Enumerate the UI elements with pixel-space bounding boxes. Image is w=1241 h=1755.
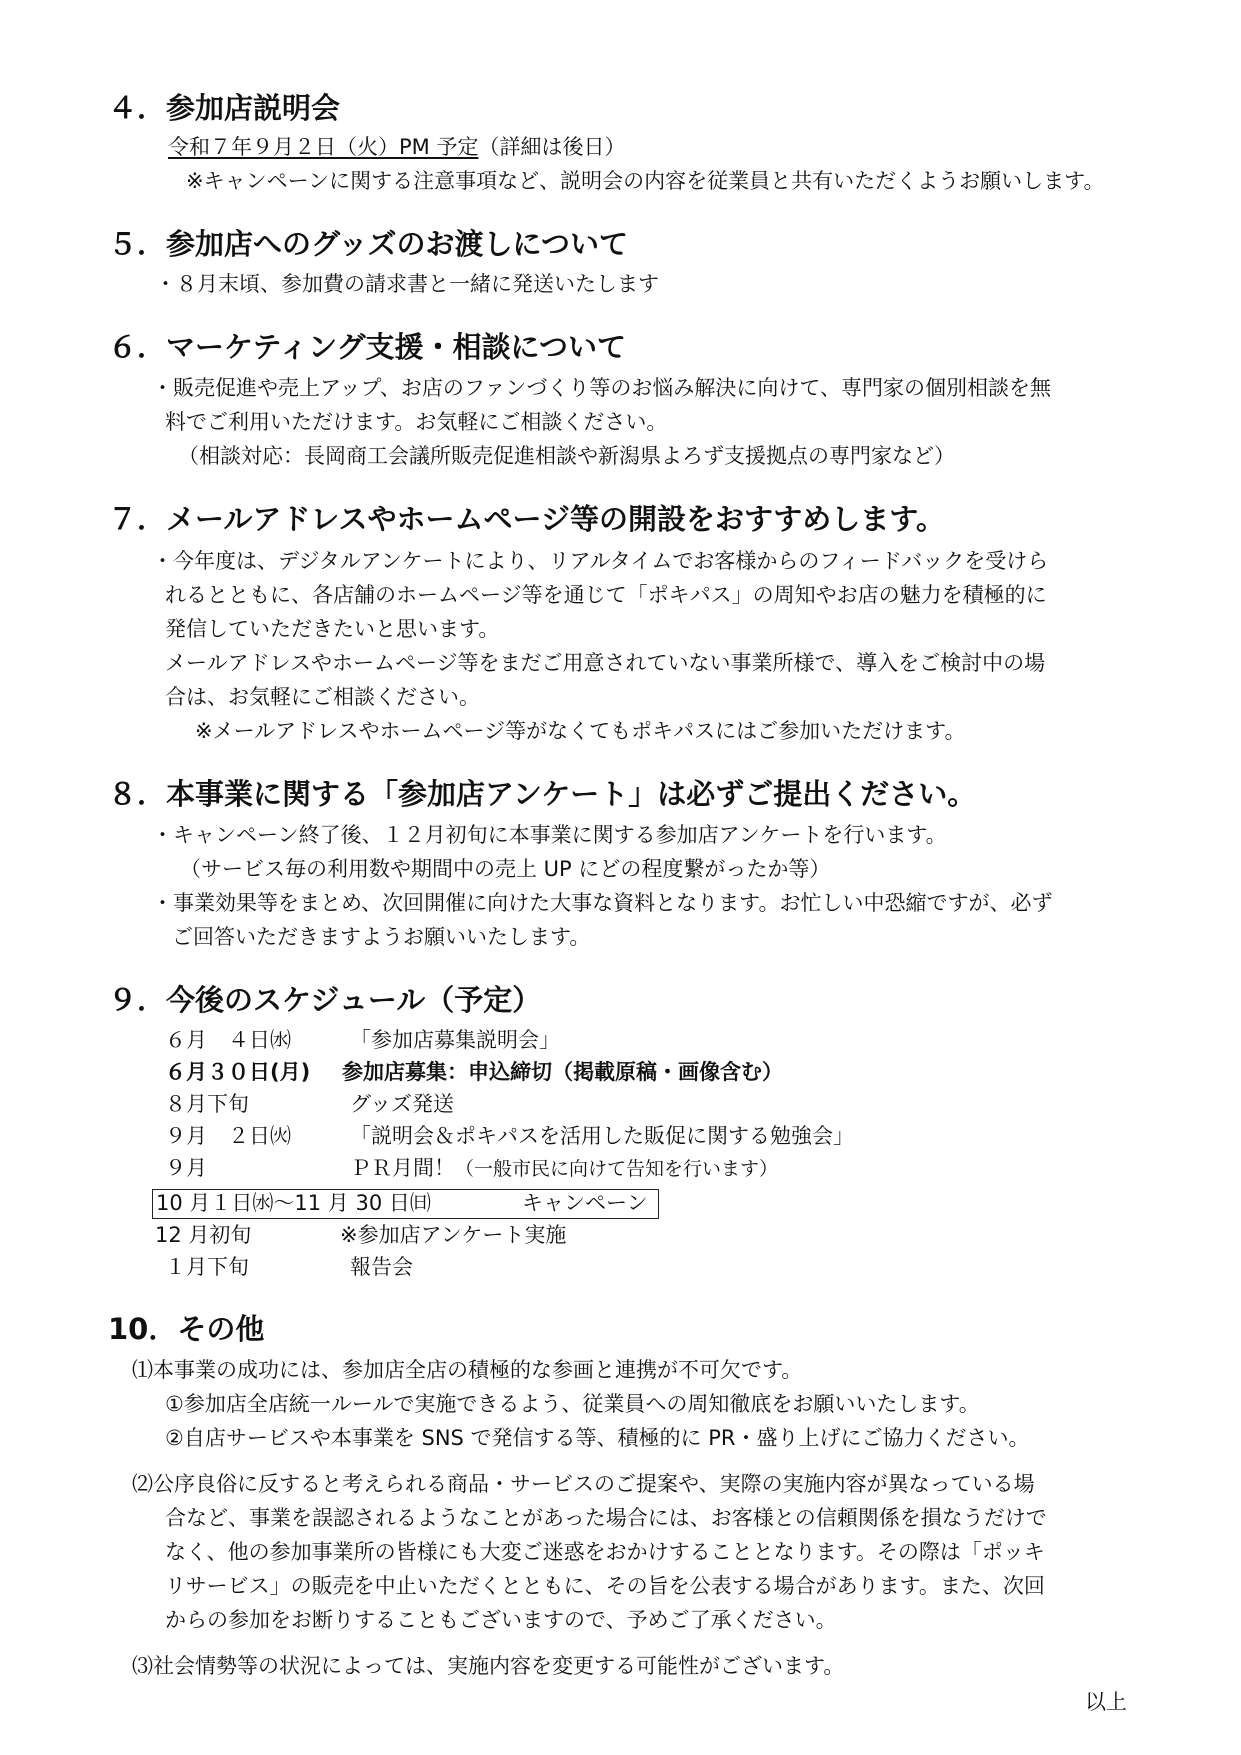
section-7-line-6: ※メールアドレスやホームページ等がなくてもポキパスにはご参加いただけます。 bbox=[195, 719, 966, 743]
section-10-item-2-line-4: リサービス」の販売を中止いただくとともに、その旨を公表する場合があります。また、次回 bbox=[165, 1574, 1045, 1598]
schedule-event: グッズ発送 bbox=[350, 1092, 454, 1116]
section-7-line-2: れるとともに、各店舗のホームページ等を通じて「ポキパス」の周知やお店の魅力を積極的に bbox=[165, 583, 1047, 607]
schedule-date: ６月 ４日㈬ bbox=[165, 1028, 291, 1052]
schedule-event: キャンペーン bbox=[522, 1191, 648, 1215]
section-9-title: ９．今後のスケジュール（予定） bbox=[108, 983, 542, 1017]
section-6-title: ６．マーケティング支援・相談について bbox=[108, 330, 626, 364]
schedule-date: 12 月初旬 bbox=[155, 1223, 252, 1247]
section-10-item-2-line-5: からの参加をお断りすることもございますので、予めご了承ください。 bbox=[165, 1608, 837, 1632]
section-4-date: 令和７年９月２日（火）PM 予定 bbox=[168, 135, 479, 159]
section-10-item-1b: ②自店サービスや本事業を SNS で発信する等、積極的に PR・盛り上げにご協力ください。 bbox=[165, 1426, 1030, 1450]
section-7-title: ７．メールアドレスやホームページ等の開設をおすすめします。 bbox=[108, 502, 945, 536]
schedule-event-note: （一般市民に向けて告知を行います） bbox=[455, 1158, 779, 1180]
schedule-event bbox=[350, 1158, 778, 1179]
schedule-date: １月下旬 bbox=[165, 1255, 249, 1279]
section-7-line-3: 発信していただきたいと思います。 bbox=[165, 617, 500, 641]
section-4-title: ４．参加店説明会 bbox=[108, 91, 341, 125]
section-8-line-4: ご回答いただきますようお願いいたします。 bbox=[172, 925, 591, 949]
section-4-date-note: （詳細は後日） bbox=[478, 135, 626, 159]
schedule-event: 「説明会＆ポキパスを活用した販促に関する勉強会」 bbox=[350, 1124, 854, 1148]
schedule-event: 参加店募集：申込締切（掲載原稿・画像含む） bbox=[342, 1060, 783, 1084]
section-6-line-1: ・販売促進や売上アップ、お店のファンづくり等のお悩み解決に向けて、専門家の個別相談を無 bbox=[152, 376, 1052, 400]
section-5-title: ５．参加店へのグッズのお渡しについて bbox=[108, 227, 628, 261]
schedule-date: ８月下旬 bbox=[165, 1092, 249, 1116]
section-10-item-2-line-3: なく、他の参加事業所の皆様にも大変ご迷惑をおかけすることとなります。その際は「ポッキ bbox=[165, 1540, 1045, 1564]
section-4-date-line bbox=[168, 137, 625, 158]
section-10-item-1a: ①参加店全店統一ルールで実施できるよう、従業員への周知徹底をお願いいたします。 bbox=[165, 1392, 980, 1416]
section-8-line-1: ・キャンペーン終了後、１２月初旬に本事業に関する参加店アンケートを行います。 bbox=[152, 823, 947, 847]
section-10-title: 10．その他 bbox=[108, 1312, 265, 1346]
section-10-item-2-line-2: 合など、事業を誤認されるようなことがあった場合には、お客様との信頼関係を損なうだけで bbox=[165, 1506, 1047, 1530]
section-10-item-1: ⑴本事業の成功には、参加店全店の積極的な参画と連携が不可欠です。 bbox=[132, 1358, 803, 1382]
section-6-line-3: （相談対応：長岡商工会議所販売促進相談や新潟県よろず支援拠点の専門家など） bbox=[178, 444, 955, 468]
section-8-title: ８．本事業に関する「参加店アンケート」は必ずご提出ください。 bbox=[108, 777, 977, 811]
schedule-event: ※参加店アンケート実施 bbox=[340, 1223, 567, 1247]
section-4-note: ※キャンペーンに関する注意事項など、説明会の内容を従業員と共有いただくようお願いします。 bbox=[186, 169, 1105, 193]
schedule-date: ６月３０日(月) bbox=[165, 1060, 311, 1084]
schedule-event: 報告会 bbox=[350, 1255, 413, 1279]
closing-text: 以上 bbox=[1085, 1690, 1127, 1714]
schedule-event-main: ＰＲ月間！ bbox=[350, 1156, 455, 1180]
section-7-line-1: ・今年度は、デジタルアンケートにより、リアルタイムでお客様からのフィードバックを受けら bbox=[152, 549, 1049, 573]
schedule-date: ９月 ２日㈫ bbox=[165, 1124, 291, 1148]
schedule-date: 10 月１日㈬～11 月 30 日㈰ bbox=[156, 1191, 431, 1215]
section-5-item: ・８月末頃、参加費の請求書と一緒に発送いたします bbox=[155, 272, 659, 296]
section-6-line-2: 料でご利用いただけます。お気軽にご相談ください。 bbox=[165, 410, 668, 434]
section-8-line-2: （サービス毎の利用数や期間中の売上 UP にどの程度繋がったか等） bbox=[180, 857, 831, 881]
schedule-date: ９月 bbox=[165, 1156, 207, 1180]
section-7-line-4: メールアドレスやホームページ等をまだご用意されていない事業所様で、導入をご検討中の場 bbox=[165, 651, 1046, 675]
section-10-item-3: ⑶社会情勢等の状況によっては、実施内容を変更する可能性がございます。 bbox=[132, 1654, 845, 1678]
section-8-line-3: ・事業効果等をまとめ、次回開催に向けた大事な資料となります。お忙しい中恐縮ですが、必ず bbox=[152, 891, 1053, 915]
schedule-event: 「参加店募集説明会」 bbox=[350, 1028, 560, 1052]
section-7-line-5: 合は、お気軽にご相談ください。 bbox=[165, 685, 480, 709]
section-10-item-2-line-1: ⑵公序良俗に反すると考えられる商品・サービスのご提案や、実際の実施内容が異なっている場 bbox=[132, 1472, 1035, 1496]
